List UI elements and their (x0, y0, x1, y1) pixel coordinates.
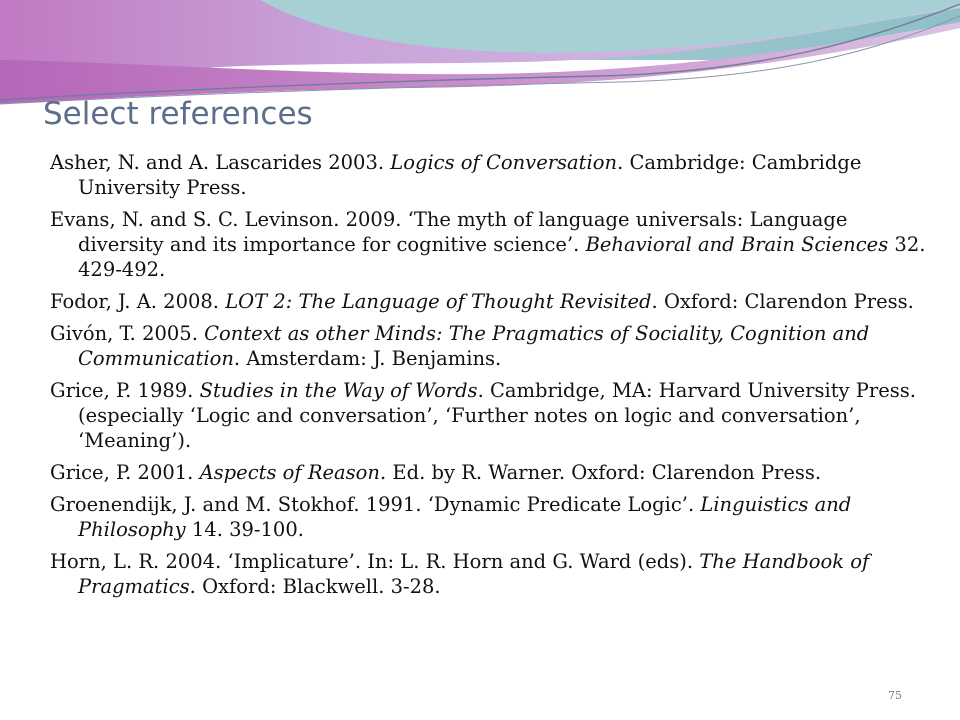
reference-authors-year: Evans, N. and S. C. Levinson. 2009. ‘The myth of language universals: Language diversity and its importance for cognitive science’. (50, 208, 848, 256)
reference-title: LOT 2: The Language of Thought Revisited (225, 290, 652, 313)
reference-item (50, 549, 930, 599)
reference-title: Studies in the Way of Words (199, 379, 478, 402)
reference-item (50, 321, 930, 371)
header-wave-decoration (0, 0, 960, 110)
reference-publication: . Cambridge: Cambridge University Press. (78, 151, 862, 199)
reference-title: The Handbook of Pragmatics (78, 550, 870, 598)
reference-authors-year: Asher, N. and A. Lascarides 2003. (50, 151, 391, 174)
reference-publication: 14. 39-100. (185, 518, 304, 541)
page-number: 75 (888, 689, 902, 702)
reference-list (50, 150, 930, 599)
reference-item (50, 289, 930, 314)
reference-publication: . Ed. by R. Warner. Oxford: Clarendon Press. (379, 461, 822, 484)
reference-title: Linguistics and Philosophy (78, 493, 852, 541)
reference-title: Context as other Minds: The Pragmatics of Sociality, Cognition and Communication (78, 322, 870, 370)
reference-publication: . Amsterdam: J. Benjamins. (233, 347, 502, 370)
reference-item (50, 150, 930, 200)
reference-authors-year: Fodor, J. A. 2008. (50, 290, 226, 313)
reference-publication: . Oxford: Blackwell. 3-28. (189, 575, 441, 598)
reference-item (50, 460, 930, 485)
page-title: Select references (43, 96, 313, 132)
reference-authors-year: Givón, T. 2005. (50, 322, 205, 345)
reference-title: Behavioral and Brain Sciences (585, 233, 889, 256)
reference-authors-year: Grice, P. 2001. (50, 461, 200, 484)
reference-title: Logics of Conversation (390, 151, 618, 174)
reference-item (50, 378, 930, 453)
reference-authors-year: Groenendijk, J. and M. Stokhof. 1991. ‘Dynamic Predicate Logic’. (50, 493, 701, 516)
reference-authors-year: Grice, P. 1989. (50, 379, 200, 402)
reference-item (50, 207, 930, 282)
reference-title: Aspects of Reason (199, 461, 380, 484)
reference-publication: 32. 429-492. (78, 233, 926, 281)
reference-item (50, 492, 930, 542)
reference-publication: . Oxford: Clarendon Press. (651, 290, 914, 313)
reference-publication: . Cambridge, MA: Harvard University Press. (especially ‘Logic and conversation’, ‘Further notes on logic and conversation’, ‘Meaning’). (78, 379, 916, 452)
reference-authors-year: Horn, L. R. 2004. ‘Implicature’. In: L. R. Horn and G. Ward (eds). (50, 550, 700, 573)
